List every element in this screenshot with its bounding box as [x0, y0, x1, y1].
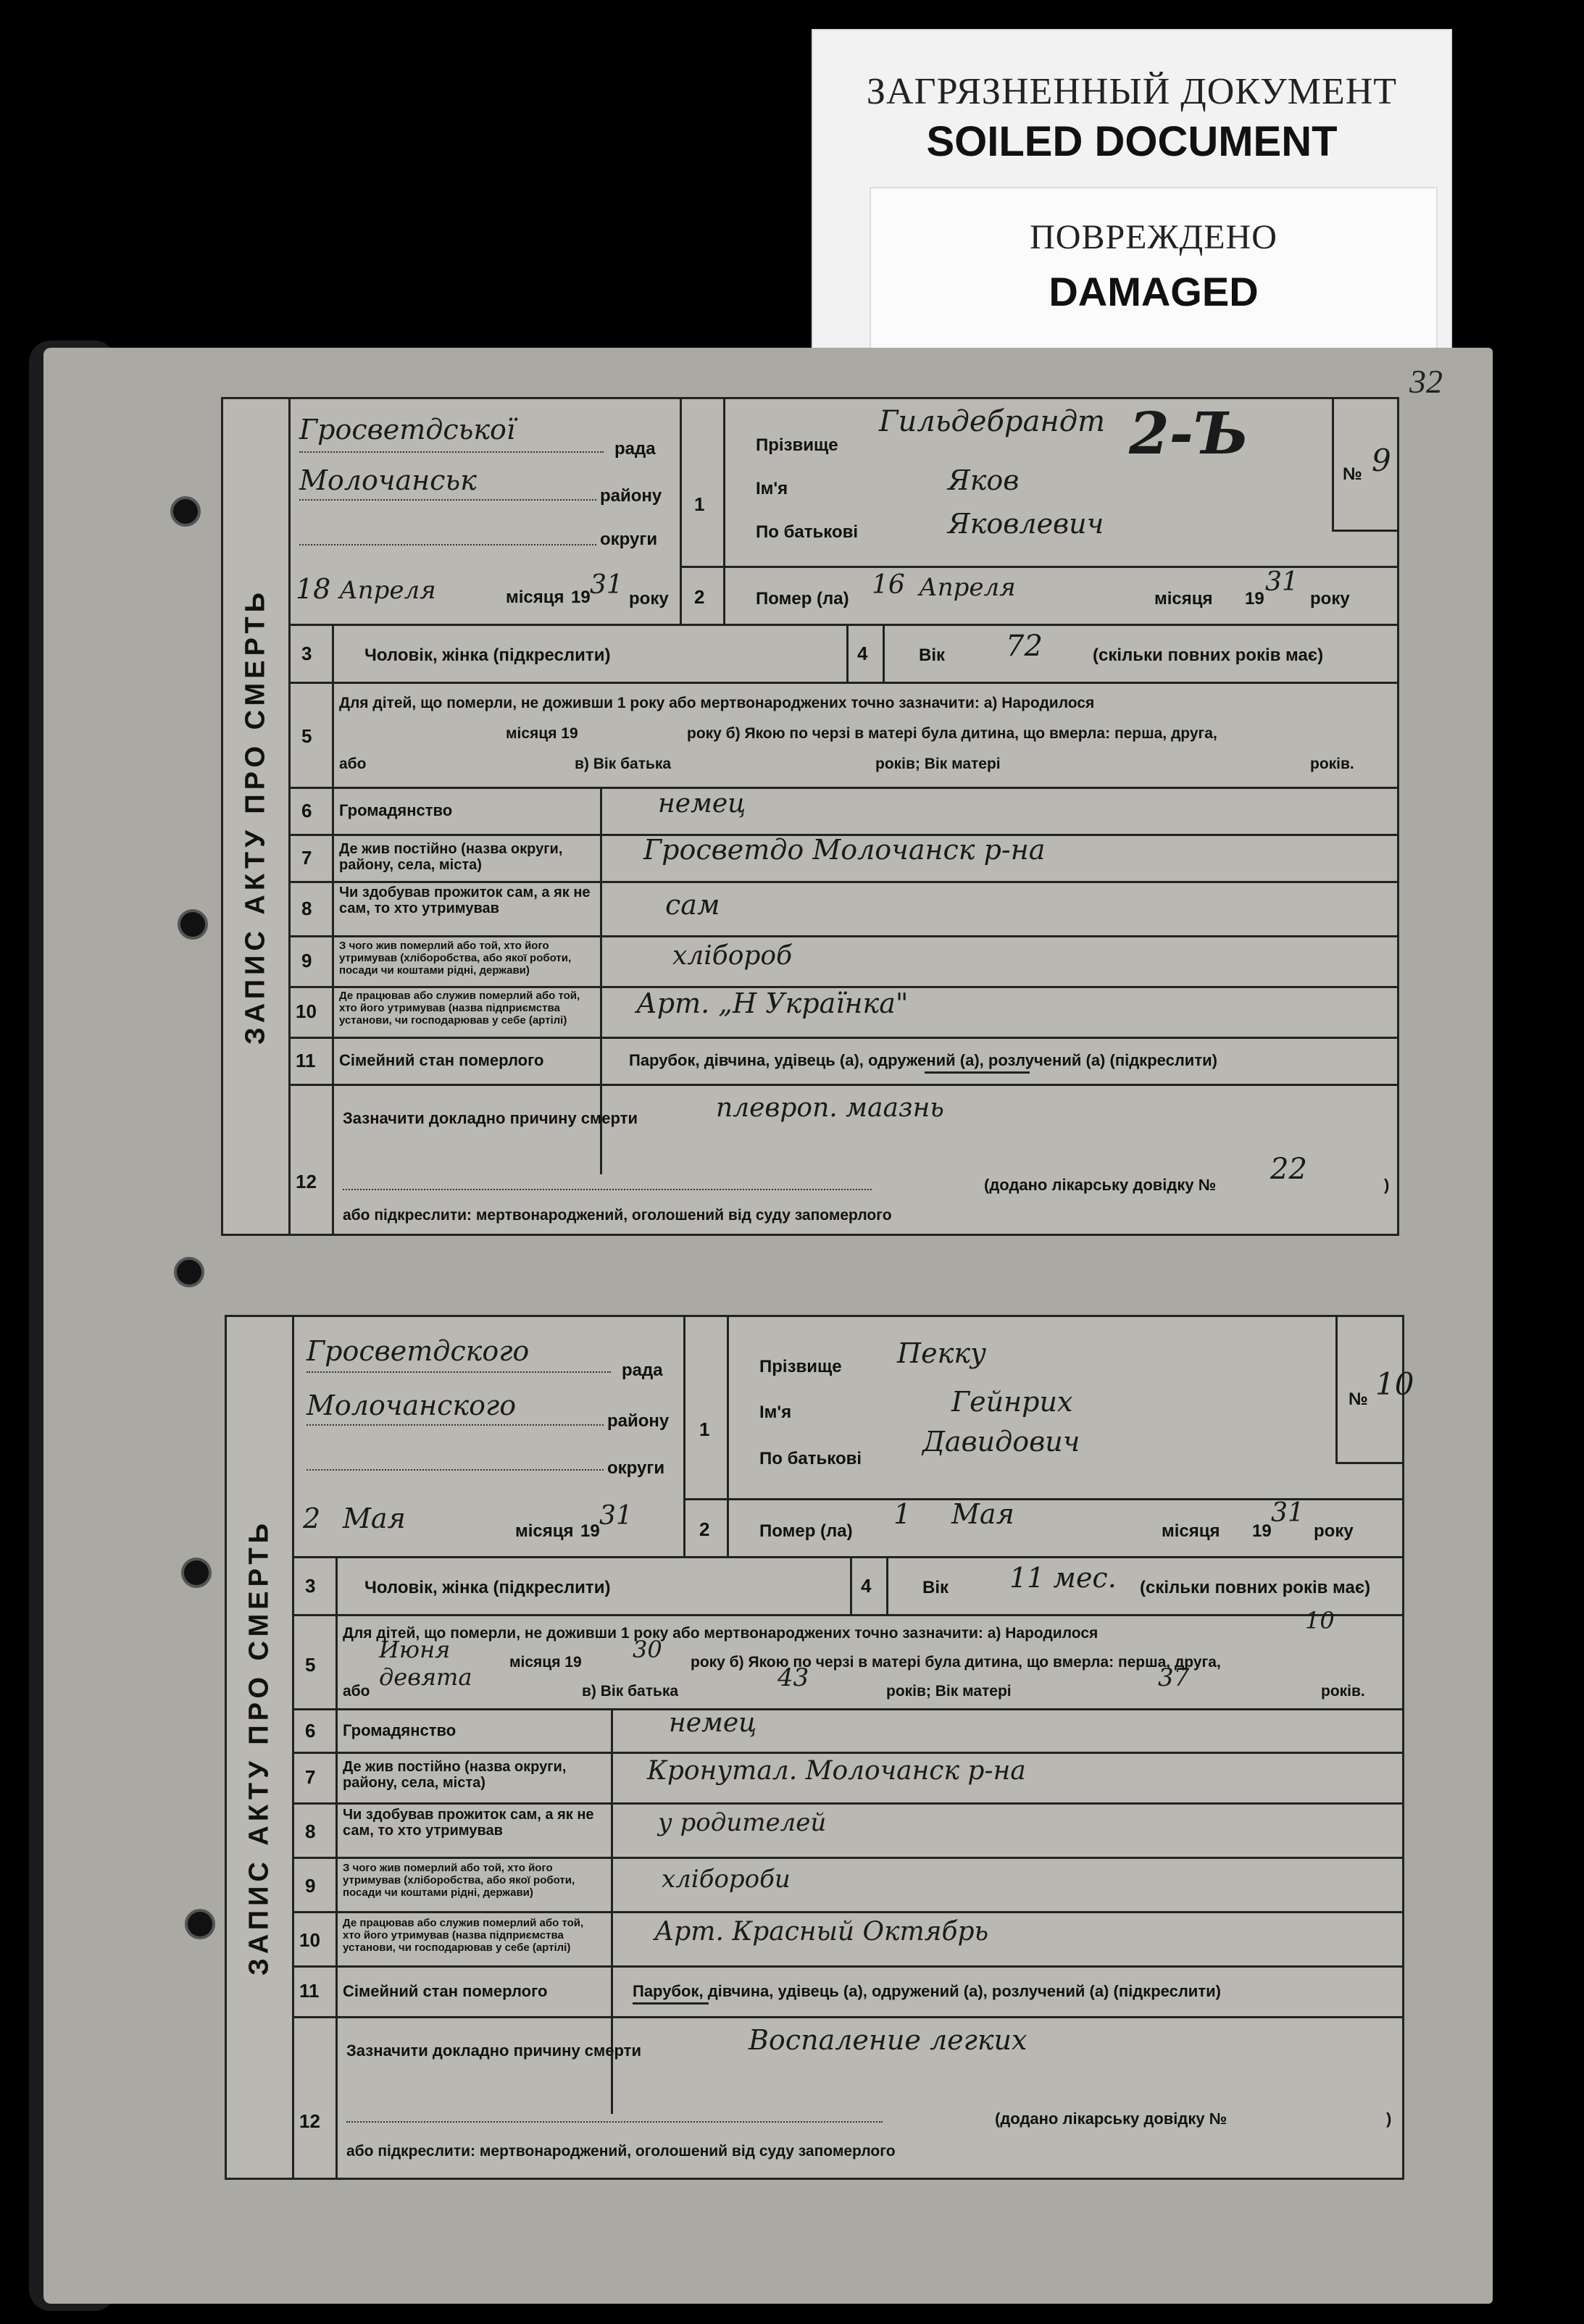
- livelihood-label: З чого жив померлий або той, хто його утримував (хліборобства, або якої роботи, посади чи коштами рідні, держави): [339, 940, 572, 977]
- okrugy-label: округи: [600, 530, 658, 549]
- residence-value: Кронутал. Молочанск р-на: [647, 1756, 1026, 1786]
- damaged-stamp-en: DAMAGED: [1049, 269, 1259, 314]
- soiled-stamp-en: SOILED DOCUMENT: [926, 118, 1338, 165]
- rada-value: Гросветдської: [299, 414, 516, 446]
- surname-value: Гильдебрандт: [879, 405, 1106, 438]
- children-line-3d: років.: [1321, 1683, 1365, 1700]
- residence-label: Де жив постійно (назва округи, району, села, міста): [339, 841, 563, 873]
- registration-day: 2: [303, 1502, 321, 1534]
- row-number-5: 5: [301, 725, 312, 747]
- punch-hole: [174, 1257, 204, 1287]
- age-hint: (скільки повних років має): [1093, 645, 1324, 665]
- registration-day: 18: [296, 573, 331, 605]
- children-line-1: Для дітей, що померли, не доживши 1 року або мертвонароджених точно зазначити: а) Народилося: [339, 695, 1095, 711]
- name-label: Ім'я: [759, 1403, 792, 1422]
- father-age: 43: [778, 1663, 809, 1692]
- rada-value: Гросветдского: [307, 1335, 530, 1367]
- children-line-2b: року б) Якою по черзі в матері була дитина, що вмерла: перша, друга,: [691, 1654, 1221, 1671]
- registration-month: Апреля: [339, 576, 436, 605]
- workplace-label: Де працював або служив померлий або той, хто його утримував (назва підприємства установи, чи господарював у себе (артілі): [343, 1917, 584, 1954]
- registration-year: 31: [590, 570, 623, 600]
- certificate-label: (додано лікарську довідку №: [984, 1176, 1217, 1194]
- workplace-value: Арт. „Н Українка": [636, 987, 909, 1019]
- year-prefix: 19: [571, 588, 591, 607]
- citizenship-value: немец: [658, 789, 746, 819]
- row-number-2: 2: [694, 586, 705, 608]
- death-record-form-2: [225, 1315, 1414, 2180]
- death-year-label: року: [1314, 1521, 1354, 1541]
- sex-label: Чоловік, жінка (підкреслити): [364, 1578, 611, 1597]
- livelihood-value: хлібороб: [672, 941, 793, 971]
- rada-label: рада: [614, 439, 656, 459]
- year-prefix: 19: [580, 1521, 600, 1541]
- support-value: сам: [665, 889, 720, 921]
- support-value: у родителей: [658, 1808, 827, 1837]
- row-number-7: 7: [305, 1766, 316, 1788]
- certificate-value: 22: [1270, 1153, 1307, 1186]
- children-line-3c: років; Вік матері: [875, 756, 1001, 772]
- raion-label: району: [607, 1411, 670, 1431]
- punch-hole: [181, 1558, 212, 1588]
- punch-hole: [170, 496, 201, 527]
- children-line-2a: місяця 19: [509, 1654, 582, 1671]
- mother-age: 37: [1158, 1663, 1190, 1692]
- age-label: Вік: [919, 645, 946, 665]
- side-title-text: ЗАПИС АКТУ ПРО СМЕРТЬ: [243, 1519, 275, 1976]
- death-year: 31: [1265, 567, 1299, 597]
- age-label: Вік: [922, 1578, 949, 1597]
- cause-value: Воспаление легких: [749, 2024, 1027, 2056]
- side-title-text: ЗАПИС АКТУ ПРО СМЕРТЬ: [240, 588, 271, 1045]
- okrugy-label: округи: [607, 1458, 665, 1478]
- cause-value: плевроп. маазнь: [716, 1093, 944, 1123]
- row-number-9: 9: [305, 1875, 316, 1897]
- registration-month: Мая: [343, 1502, 406, 1534]
- number-label: №: [1343, 464, 1362, 484]
- children-line-3d: років.: [1310, 756, 1354, 772]
- surname-label: Прізвище: [756, 435, 838, 455]
- born-year: 30: [633, 1636, 662, 1663]
- row-number-4: 4: [857, 643, 868, 664]
- page-number: 32: [1409, 363, 1443, 400]
- patronymic-value: Давидович: [922, 1426, 1080, 1458]
- citizenship-label: Громадянство: [339, 801, 453, 819]
- died-label: Помер (ла): [756, 589, 849, 609]
- month-label: місяця: [506, 588, 564, 607]
- row-number-3: 3: [301, 643, 312, 664]
- row-number-7: 7: [301, 847, 312, 869]
- row-number-12: 12: [296, 1171, 317, 1192]
- children-line-3a: або: [343, 1683, 370, 1700]
- children-line-2a: місяця 19: [506, 725, 578, 742]
- month-label: місяця: [515, 1521, 574, 1541]
- birth-order: девята: [379, 1663, 472, 1691]
- row-number-1: 1: [699, 1418, 710, 1440]
- died-label: Помер (ла): [759, 1521, 853, 1541]
- surname-label: Прізвище: [759, 1357, 842, 1376]
- death-month: Апреля: [919, 573, 1016, 602]
- patronymic-value: Яковлевич: [948, 508, 1104, 540]
- death-day: 1: [893, 1498, 912, 1530]
- age-value: 11 мес.: [1009, 1562, 1117, 1594]
- row-number-6: 6: [305, 1720, 316, 1742]
- name-value: Гейнрих: [951, 1386, 1073, 1418]
- certificate-close: ): [1386, 2110, 1392, 2128]
- row-number-4: 4: [861, 1575, 872, 1597]
- children-line-3c: років; Вік матері: [886, 1683, 1012, 1700]
- rada-label: рада: [622, 1360, 663, 1380]
- children-line-1: Для дітей, що померли, не доживши 1 року або мертвонароджених точно зазначити: а) Народилося: [343, 1625, 1099, 1642]
- row-number-12: 12: [299, 2110, 320, 2132]
- death-year-prefix: 19: [1245, 589, 1264, 609]
- residence-value: Гросветдо Молочанск р-на: [643, 834, 1046, 866]
- workplace-value: Арт. Красный Октябрь: [654, 1917, 989, 1947]
- support-label: Чи здобував прожиток сам, а як не сам, то хто утримував: [343, 1807, 594, 1839]
- citizenship-label: Громадянство: [343, 1721, 457, 1739]
- number-label: №: [1349, 1389, 1368, 1409]
- overlay-mark: 2-Ъ: [1129, 399, 1249, 467]
- row-number-6: 6: [301, 800, 312, 822]
- row-number-3: 3: [305, 1575, 316, 1597]
- livelihood-value: хлібороби: [662, 1865, 791, 1894]
- children-line-2b: року б) Якою по черзі в матері була дитина, що вмерла: перша, друга,: [687, 725, 1217, 742]
- cause-label: Зазначити докладно причину смерти: [343, 1109, 638, 1127]
- row-number-9: 9: [301, 950, 312, 971]
- death-year-prefix: 19: [1252, 1521, 1272, 1541]
- row-number-11: 11: [299, 1980, 320, 2002]
- death-year: 31: [1271, 1498, 1304, 1528]
- certificate-label: (додано лікарську довідку №: [995, 2110, 1227, 2128]
- livelihood-label: З чого жив померлий або той, хто його утримував (хліборобства, або якої роботи, посади чи коштами рідні, держави): [343, 1862, 575, 1899]
- marital-label: Сімейний стан померлого: [343, 1982, 548, 2000]
- stillborn-note: або підкреслити: мертвонароджений, оголошений від суду запомерлого: [343, 1207, 892, 1224]
- support-label: Чи здобував прожиток сам, а як не сам, то хто утримував: [339, 885, 591, 916]
- marital-label: Сімейний стан померлого: [339, 1051, 544, 1069]
- death-day: 16: [872, 570, 905, 600]
- damaged-stamp-ru: ПОВРЕЖДЕНО: [1030, 218, 1277, 256]
- raion-value: Молочанськ: [299, 464, 477, 496]
- patronymic-label: По батькові: [759, 1449, 862, 1468]
- workplace-label: Де працював або служив померлий або той, хто його утримував (назва підприємства установи, чи господарював у себе (артілі): [339, 990, 580, 1027]
- row-number-8: 8: [305, 1821, 316, 1842]
- residence-label: Де жив постійно (назва округи, району, села, міста): [343, 1759, 567, 1791]
- death-month-label: місяця: [1162, 1521, 1220, 1541]
- row-number-8: 8: [301, 898, 312, 919]
- name-label: Ім'я: [756, 479, 788, 498]
- patronymic-label: По батькові: [756, 522, 859, 542]
- death-record-form-1: [221, 397, 1399, 1236]
- citizenship-value: немец: [669, 1708, 757, 1738]
- cause-label: Зазначити докладно причину смерти: [346, 2041, 641, 2060]
- row-number-10: 10: [296, 1000, 317, 1022]
- death-month: Мая: [951, 1498, 1014, 1530]
- age-hint: (скільки повних років має): [1140, 1578, 1371, 1597]
- raion-label: району: [600, 486, 662, 506]
- soiled-stamp-ru: ЗАГРЯЗНЕННЫЙ ДОКУМЕНТ: [866, 71, 1398, 112]
- sex-label: Чоловік, жінка (підкреслити): [364, 645, 611, 665]
- row-number-11: 11: [296, 1050, 316, 1071]
- damaged-document-stamp: [870, 187, 1438, 356]
- raion-value: Молочанского: [307, 1389, 517, 1421]
- surname-value: Пекку: [897, 1337, 987, 1369]
- born-month: Июня: [379, 1636, 451, 1663]
- death-year-label: року: [1310, 589, 1350, 609]
- punch-hole: [185, 1909, 215, 1939]
- certificate-close: ): [1384, 1176, 1390, 1194]
- record-number: 9: [1372, 443, 1391, 478]
- row-number-10: 10: [299, 1929, 320, 1951]
- punch-hole: [178, 909, 208, 940]
- born-day: 10: [1305, 1607, 1335, 1634]
- children-line-3b: в) Вік батька: [575, 756, 672, 772]
- record-number: 10: [1375, 1366, 1414, 1402]
- death-month-label: місяця: [1154, 589, 1213, 609]
- children-line-3b: в) Вік батька: [582, 1683, 679, 1700]
- registration-year: 31: [599, 1501, 633, 1531]
- marital-options: Парубок, дівчина, удівець (а), одружений (а), розлучений (а) (підкреслити): [629, 1051, 1217, 1069]
- row-number-5: 5: [305, 1654, 316, 1676]
- year-label: року: [629, 589, 669, 609]
- marital-options: Парубок, дівчина, удівець (а), одружений (а), розлучений (а) (підкреслити): [633, 1982, 1221, 2000]
- form-side-title: [227, 1317, 294, 2178]
- row-number-2: 2: [699, 1518, 710, 1540]
- row-number-1: 1: [694, 493, 705, 515]
- name-value: Яков: [948, 464, 1020, 496]
- age-value: 72: [1006, 630, 1043, 663]
- children-line-3a: або: [339, 756, 367, 772]
- stillborn-note: або підкреслити: мертвонароджений, оголошений від суду запомерлого: [346, 2143, 896, 2160]
- form-side-title: [223, 399, 291, 1234]
